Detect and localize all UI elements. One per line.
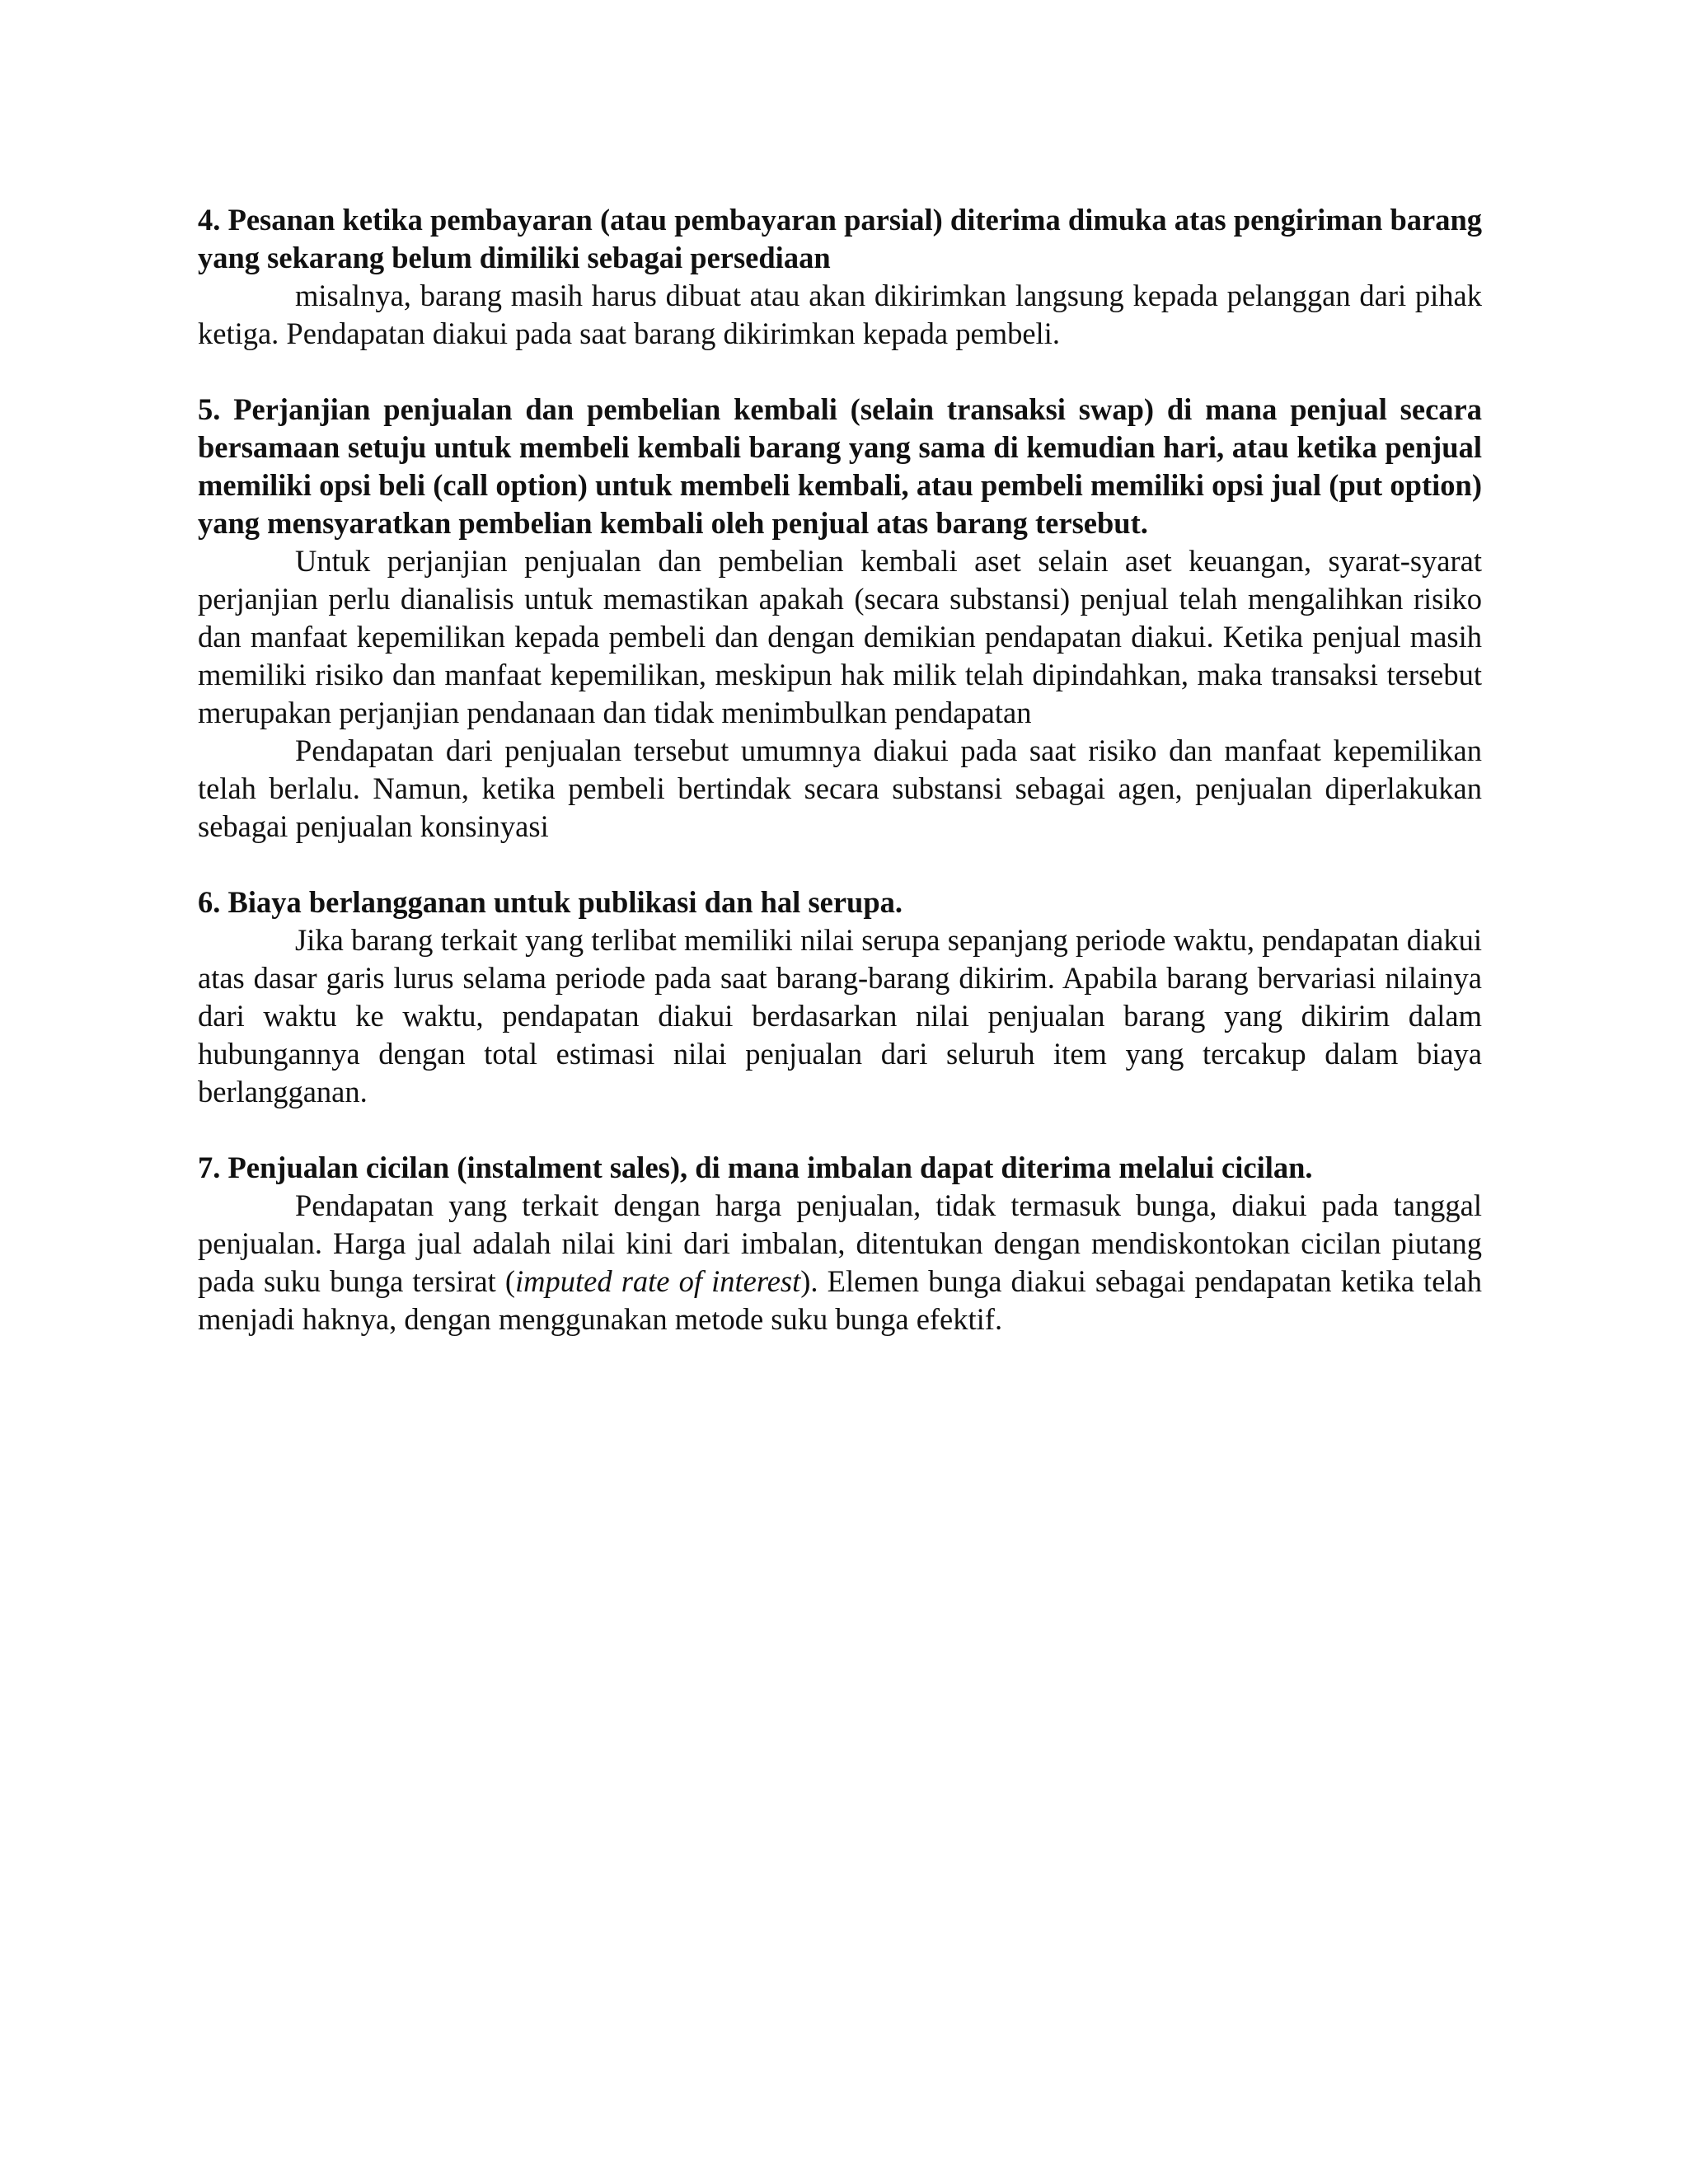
section-heading-text: Penjualan cicilan (instalment sales), di mana imbalan dapat diterima melalui cicilan.: [227, 1151, 1313, 1184]
italic-term: imputed rate of interest: [515, 1264, 801, 1298]
paragraph-text-after-italic: ). Elemen bunga diakui sebagai pendapatan ketika telah menjadi haknya, dengan menggunakan metode suku bunga efektif.: [198, 1264, 1482, 1336]
section-heading: [198, 1149, 1482, 1187]
section-number: 7.: [198, 1151, 221, 1184]
body-paragraph: Untuk perjanjian penjualan dan pembelian kembali aset selain aset keuangan, syarat-syarat perjanjian perlu dianalisis untuk memastikan apakah (secara substansi) penjual telah mengalihkan risiko dan manfaat kepemilikan kepada pembeli dan dengan demikian pendapatan diakui. Ketika penjual masih memiliki risiko dan manfaat kepemilikan, meskipun hak milik telah dipindahkan, maka transaksi tersebut merupakan perjanjian pendanaan dan tidak menimbulkan pendapatan: [198, 544, 1482, 729]
section-number: 4.: [198, 203, 221, 237]
section-number: 6.: [198, 885, 221, 919]
section-heading-text: Pesanan ketika pembayaran (atau pembayaran parsial) diterima dimuka atas pengiriman barang yang sekarang belum dimiliki sebagai persediaan: [198, 203, 1483, 274]
section-heading-text: Perjanjian penjualan dan pembelian kembali (selain transaksi swap) di mana penjual secara bersamaan setuju untuk membeli kembali barang yang sama di kemudian hari, atau ketika penjual memiliki opsi beli (call option) untuk membeli kembali, atau pembeli memiliki opsi jual (put option) yang mensyaratkan pembelian kembali oleh penjual atas barang tersebut.: [198, 392, 1482, 540]
paragraph-text-before-italic: Pendapatan yang terkait dengan harga penjualan, tidak termasuk bunga, diakui pada tanggal penjualan. Harga jual adalah nilai kini dari imbalan, ditentukan dengan mendiskontokan cicilan piutang pada suku bunga tersirat (: [198, 1188, 1482, 1298]
document-page: [198, 201, 1482, 1376]
section-heading: [198, 201, 1482, 277]
body-paragraph: Pendapatan dari penjualan tersebut umumnya diakui pada saat risiko dan manfaat kepemilikan telah berlalu. Namun, ketika pembeli bertindak secara substansi sebagai agen, penjualan diperlakukan sebagai penjualan konsinyasi: [198, 733, 1482, 843]
section-heading-text: Biaya berlangganan untuk publikasi dan hal serupa.: [227, 885, 903, 919]
section-number: 5.: [198, 392, 221, 426]
section-7: [198, 1149, 1482, 1338]
section-5: [198, 391, 1482, 846]
body-paragraph: [198, 1187, 1482, 1338]
section-heading: [198, 883, 1482, 921]
section-4: [198, 201, 1482, 353]
section-6: [198, 883, 1482, 1111]
section-heading: [198, 391, 1482, 542]
body-paragraph: misalnya, barang masih harus dibuat atau akan dikirimkan langsung kepada pelanggan dari pihak ketiga. Pendapatan diakui pada saat barang dikirimkan kepada pembeli.: [198, 279, 1482, 350]
body-paragraph: Jika barang terkait yang terlibat memiliki nilai serupa sepanjang periode waktu, pendapatan diakui atas dasar garis lurus selama periode pada saat barang-barang dikirim. Apabila barang bervariasi nilainya dari waktu ke waktu, pendapatan diakui berdasarkan nilai penjualan barang yang dikirim dalam hubungannya dengan total estimasi nilai penjualan dari seluruh item yang tercakup dalam biaya berlangganan.: [198, 923, 1482, 1108]
